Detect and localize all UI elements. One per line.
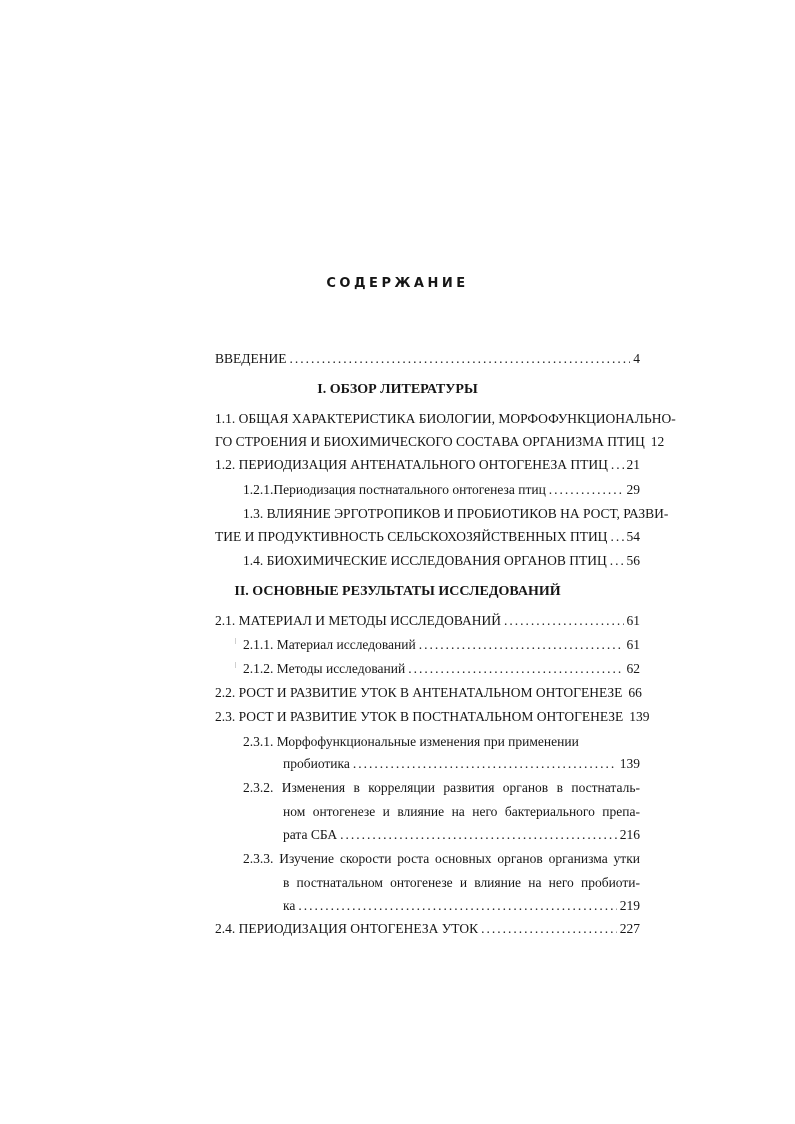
toc-entry-text: ка — [283, 898, 296, 913]
toc-entry-text: ТИЕ И ПРОДУКТИВНОСТЬ СЕЛЬСКОХОЗЯЙСТВЕННЫХ ПТИЦ — [215, 529, 608, 544]
toc-entry-2-3-3-line1[interactable]: 2.3.3. Изучение скорости роста основных органов организма утки — [243, 851, 640, 866]
toc-entry-2-3-2-line1[interactable]: 2.3.2. Изменения в корреляции развития органов в постнаталь- — [243, 780, 640, 795]
toc-page-number: 54 — [626, 529, 640, 544]
toc-leader-dots — [340, 824, 617, 846]
toc-leader-dots — [549, 479, 624, 501]
toc-entry-2-4[interactable] — [215, 918, 640, 940]
toc-entry-text: 2.1.1. Материал исследований — [243, 637, 416, 652]
toc-page-number: 21 — [626, 457, 640, 472]
toc-entry-2-3-2-line2[interactable]: ном онтогенезе и влияние на него бактериального препа- — [283, 804, 640, 819]
page-title: СОДЕРЖАНИЕ — [326, 276, 469, 291]
toc-entry-2-1-1[interactable] — [243, 634, 640, 656]
toc-page-number: 61 — [626, 637, 640, 652]
toc-leader-dots — [610, 550, 624, 572]
toc-page-number: 12 — [650, 434, 665, 449]
toc-page-number: 29 — [626, 482, 640, 497]
toc-entry-2-3-1[interactable] — [283, 753, 640, 775]
section-heading-1: I. ОБЗОР ЛИТЕРАТУРЫ — [317, 382, 478, 397]
toc-page-number: 66 — [628, 685, 642, 700]
toc-entry-text: пробиотика — [283, 756, 350, 771]
toc-page-number: 139 — [629, 709, 650, 724]
toc-leader-dots — [611, 454, 624, 476]
toc-entry-text: 2.2. РОСТ И РАЗВИТИЕ УТОК В АНТЕНАТАЛЬНОМ ОНТОГЕНЕЗЕ — [215, 685, 623, 700]
toc-page-number: 139 — [619, 756, 640, 771]
toc-leader-dots — [408, 658, 623, 680]
toc-page-number: 62 — [626, 661, 640, 676]
toc-entry-2-3-2[interactable] — [283, 824, 640, 846]
toc-entry-text: 2.1.2. Методы исследований — [243, 661, 406, 676]
toc-leader-dots — [504, 610, 623, 632]
toc-entry-text: 2.4. ПЕРИОДИЗАЦИЯ ОНТОГЕНЕЗА УТОК — [215, 921, 479, 936]
toc-entry-text: 1.4. БИОХИМИЧЕСКИЕ ИССЛЕДОВАНИЯ ОРГАНОВ ПТИЦ — [243, 553, 607, 568]
toc-leader-dots — [481, 918, 617, 940]
toc-entry-1-1[interactable] — [215, 431, 665, 453]
toc-leader-dots — [610, 526, 623, 548]
toc-page-number: 216 — [619, 827, 640, 842]
toc-entry-text: рата СБА — [283, 827, 338, 842]
toc-page-number: 219 — [619, 898, 640, 913]
toc-leader-dots — [289, 348, 630, 370]
scan-mark — [235, 638, 236, 644]
toc-entry-2-1-2[interactable] — [243, 658, 640, 680]
toc-entry-2-3-3-line2[interactable]: в постнатальном онтогенезе и влияние на него пробиоти- — [283, 875, 640, 890]
toc-entry-text: ГО СТРОЕНИЯ И БИОХИМИЧЕСКОГО СОСТАВА ОРГАНИЗМА ПТИЦ — [215, 434, 645, 449]
toc-entry-text: 2.1. МАТЕРИАЛ И МЕТОДЫ ИССЛЕДОВАНИЙ — [215, 613, 502, 628]
toc-entry-text: 1.2.1.Периодизация постнатального онтогенеза птиц — [243, 482, 546, 497]
toc-entry-intro[interactable] — [215, 348, 640, 370]
toc-entry-text: 1.2. ПЕРИОДИЗАЦИЯ АНТЕНАТАЛЬНОГО ОНТОГЕНЕЗА ПТИЦ — [215, 457, 608, 472]
toc-entry-2-3-3[interactable] — [283, 895, 640, 917]
toc-entry-1-3-line1[interactable]: 1.3. ВЛИЯНИЕ ЭРГОТРОПИКОВ И ПРОБИОТИКОВ НА РОСТ, РАЗВИ- — [243, 506, 669, 521]
toc-leader-dots — [353, 753, 617, 775]
toc-entry-1-4[interactable] — [243, 550, 640, 572]
toc-entry-text: 2.3. РОСТ И РАЗВИТИЕ УТОК В ПОСТНАТАЛЬНОМ ОНТОГЕНЕЗЕ — [215, 709, 624, 724]
toc-page-number: 4 — [633, 351, 640, 366]
toc-entry-1-1-line1[interactable]: 1.1. ОБЩАЯ ХАРАКТЕРИСТИКА БИОЛОГИИ, МОРФОФУНКЦИОНАЛЬНО- — [215, 411, 676, 426]
toc-entry-2-1[interactable] — [215, 610, 640, 632]
toc-leader-dots — [298, 895, 616, 917]
toc-entry-1-3[interactable] — [215, 526, 640, 548]
toc-entry-1-2[interactable] — [215, 454, 640, 476]
toc-entry-2-3[interactable] — [215, 706, 650, 728]
scan-mark — [235, 662, 236, 668]
toc-page-number: 227 — [619, 921, 640, 936]
section-heading-2: II. ОСНОВНЫЕ РЕЗУЛЬТАТЫ ИССЛЕДОВАНИЙ — [234, 584, 561, 599]
toc-entry-text: ВВЕДЕНИЕ — [215, 351, 287, 366]
toc-leader-dots — [419, 634, 624, 656]
toc-entry-1-2-1[interactable] — [243, 479, 640, 501]
toc-entry-2-3-1-line1[interactable]: 2.3.1. Морфофункциональные изменения при применении — [243, 734, 579, 749]
toc-page-number: 56 — [626, 553, 640, 568]
toc-page-number: 61 — [626, 613, 640, 628]
toc-entry-2-2[interactable] — [215, 682, 640, 704]
